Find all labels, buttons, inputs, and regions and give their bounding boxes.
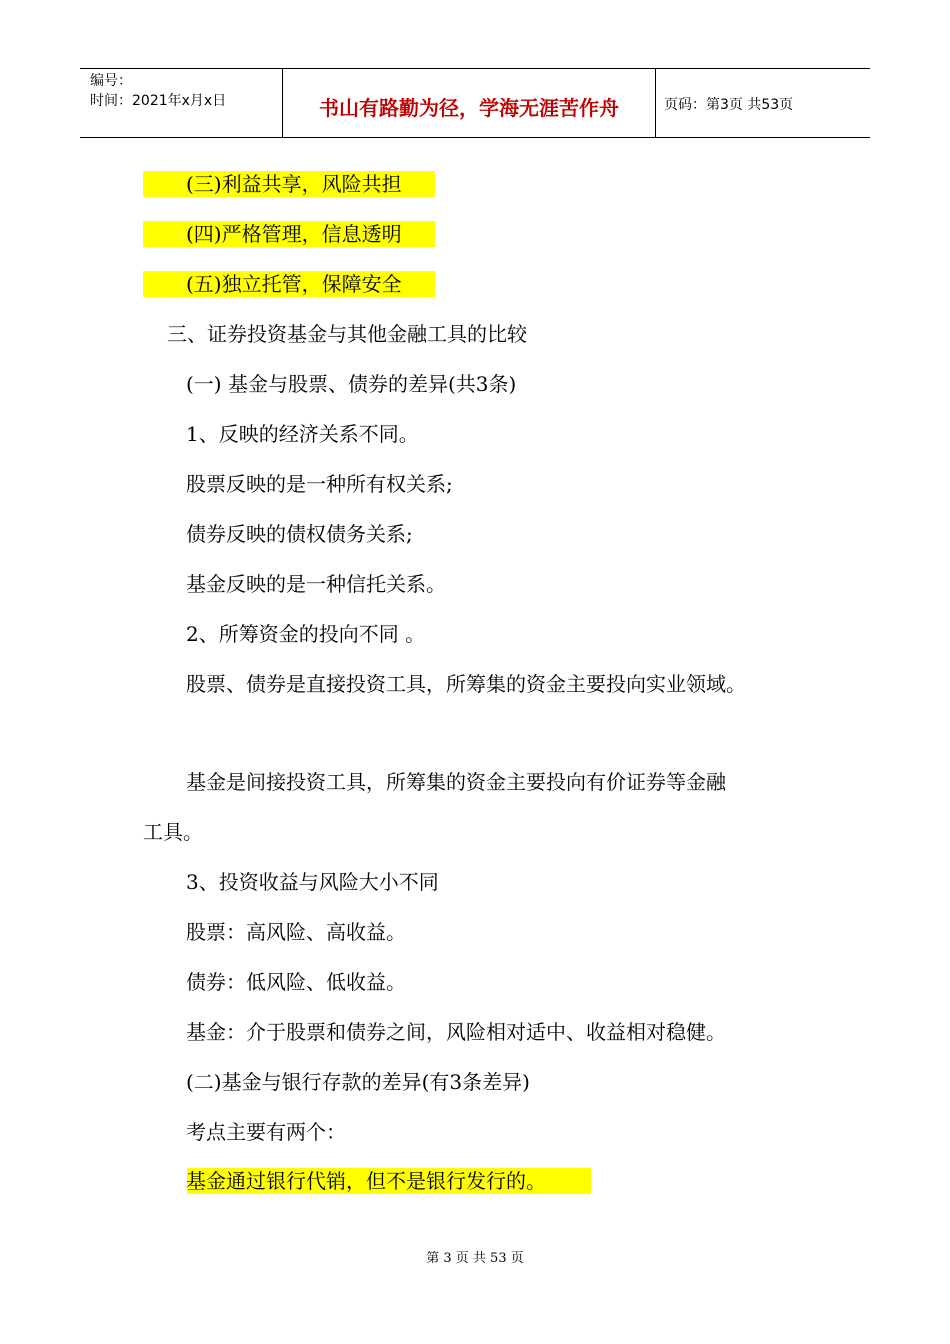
body-text: 基金：介于股票和债券之间，风险相对适中、收益相对稳健。: [186, 1020, 726, 1044]
body-text: 股票：高风险、高收益。: [186, 920, 406, 944]
principle-five: (五)独立托管，保障安全: [186, 272, 402, 296]
body-text: 股票、债券是直接投资工具，所筹集的资金主要投向实业领域。: [186, 672, 746, 696]
point-heading: 1、反映的经济关系不同。: [186, 422, 419, 446]
body-text: 工具。: [143, 820, 203, 844]
point-heading: 2、所筹资金的投向不同 。: [186, 622, 426, 646]
header-meta-cell: [80, 69, 282, 137]
header-motto-cell: [282, 69, 656, 137]
body-text: 债券反映的债权债务关系;: [186, 522, 413, 546]
point-heading: 3、投资收益与风险大小不同: [186, 870, 439, 894]
header-motto: 书山有路勤为径，学海无涯苦作舟: [319, 96, 619, 120]
header-page-info: 页码：第3页 共53页: [664, 97, 794, 113]
body-text: 考点主要有两个：: [186, 1120, 346, 1144]
document-number-label: 编号：: [90, 73, 132, 89]
subsection-heading: (一) 基金与股票、债券的差异(共3条): [186, 372, 517, 396]
page-footer: 第 3 页 共 53 页: [426, 1251, 524, 1266]
principle-three: (三)利益共享，风险共担: [186, 172, 402, 196]
page-header: [80, 68, 870, 138]
document-date-label: 时间：2021年x月x日: [90, 93, 227, 109]
body-text: 债券：低风险、低收益。: [186, 970, 406, 994]
principle-four: (四)严格管理，信息透明: [186, 222, 402, 246]
subsection-heading: (二)基金与银行存款的差异(有3条差异): [186, 1070, 530, 1094]
body-text: 股票反映的是一种所有权关系;: [186, 472, 453, 496]
body-text: 基金是间接投资工具，所筹集的资金主要投向有价证券等金融: [186, 770, 726, 794]
body-text: 基金反映的是一种信托关系。: [186, 572, 446, 596]
header-page-cell: [656, 69, 870, 137]
body-text: 基金通过银行代销，但不是银行发行的。: [186, 1169, 546, 1193]
section-heading: 三、证券投资基金与其他金融工具的比较: [167, 322, 527, 346]
